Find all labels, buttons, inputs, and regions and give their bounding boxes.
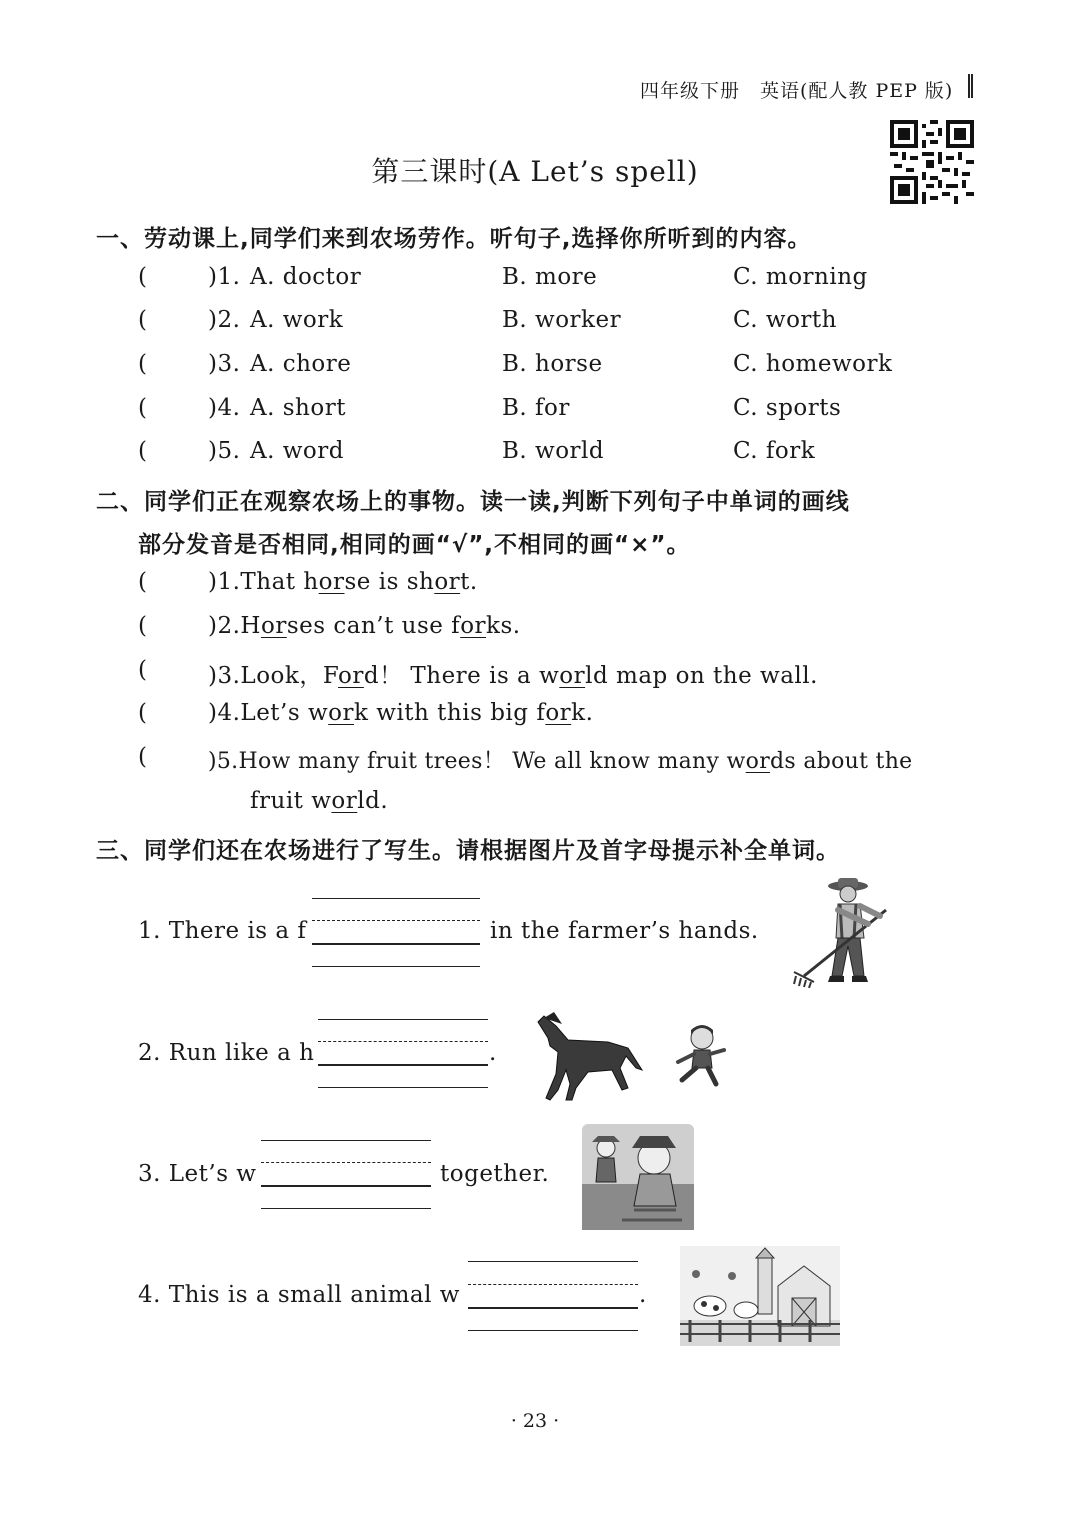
- text: Look，F: [240, 663, 339, 689]
- section3-title: 三、同学们还在农场进行了写生。请根据图片及首字母提示补全单词。: [96, 838, 840, 864]
- answer-paren-open: (: [138, 569, 148, 595]
- text: d！ There is a w: [363, 663, 560, 689]
- option-b: B. for: [502, 395, 570, 421]
- sentence-2: [208, 613, 521, 639]
- answer-line[interactable]: [312, 943, 480, 945]
- text: k.: [571, 700, 594, 726]
- writing-line-mid: [468, 1284, 638, 1285]
- underlined-letters: or: [434, 569, 461, 595]
- option-a: A. chore: [250, 351, 352, 377]
- item-number: )3.: [208, 351, 241, 377]
- q2-text-before: 2. Run like a h: [138, 1040, 315, 1066]
- q3-text-after: together.: [440, 1161, 550, 1187]
- sentence-5-continued: [250, 788, 388, 814]
- option-b: B. more: [502, 264, 598, 290]
- option-b: B. world: [502, 438, 605, 464]
- item-number: )5.: [208, 749, 239, 774]
- text: Let’s w: [240, 700, 329, 726]
- underlined-letters: or: [338, 663, 364, 689]
- q1-text-before: 1. There is a f: [138, 918, 307, 944]
- answer-line[interactable]: [468, 1307, 638, 1309]
- writing-line-top: [312, 898, 480, 899]
- writing-line-top: [468, 1261, 638, 1262]
- item-number: )2.: [208, 613, 241, 639]
- section2-title-line1: 二、同学们正在观察农场上的事物。读一读,判断下列句子中单词的画线: [96, 489, 850, 515]
- item-number: )3.: [208, 663, 241, 689]
- answer-paren-open: (: [138, 613, 148, 639]
- underlined-letters: or: [318, 569, 345, 595]
- writing-line-bottom: [312, 966, 480, 967]
- writing-line-bottom: [318, 1087, 488, 1088]
- option-c: C. worth: [733, 307, 837, 333]
- farm-animals-image: [680, 1246, 840, 1346]
- underlined-letters: or: [331, 788, 358, 814]
- option-a: A. word: [250, 438, 344, 464]
- horse-image: [528, 1008, 648, 1104]
- item-number: )1.: [208, 569, 241, 595]
- answer-paren-open: (: [138, 700, 148, 726]
- answer-paren-open: (: [138, 351, 148, 377]
- underlined-letters: or: [545, 700, 572, 726]
- book-header: 四年级下册 英语(配人教 PEP 版): [640, 80, 954, 102]
- sentence-1: [208, 569, 478, 595]
- answer-paren-open: (: [138, 264, 148, 290]
- farmer-with-rake-image: [790, 876, 906, 988]
- item-number: )5.: [208, 438, 241, 464]
- option-c: C. homework: [733, 351, 893, 377]
- item-number: )1.: [208, 264, 241, 290]
- answer-paren-open: (: [138, 657, 148, 683]
- writing-line-top: [261, 1140, 431, 1141]
- text: H: [240, 613, 261, 639]
- lesson-title: 第三课时(A Let’s spell): [371, 155, 699, 188]
- q1-text-after: in the farmer’s hands.: [490, 918, 759, 944]
- text: se is sh: [344, 569, 435, 595]
- item-number: )4.: [208, 395, 241, 421]
- writing-line-mid: [261, 1162, 431, 1163]
- q2-text-after: .: [489, 1040, 497, 1066]
- answer-paren-open: (: [138, 395, 148, 421]
- text: ld.: [357, 788, 389, 814]
- answer-paren-open: (: [138, 307, 148, 333]
- underlined-letters: or: [260, 613, 287, 639]
- section2-title-line2: 部分发音是否相同,相同的画“√”,不相同的画“×”。: [138, 532, 691, 558]
- text: How many fruit trees！ We all know many w: [238, 749, 746, 774]
- text: k with this big f: [354, 700, 546, 726]
- page-number: · 23 ·: [510, 1410, 560, 1432]
- q4-text-before: 4. This is a small animal w: [138, 1282, 460, 1308]
- text: ld map on the wall.: [585, 663, 818, 689]
- option-c: C. sports: [733, 395, 842, 421]
- writing-line-bottom: [468, 1330, 638, 1331]
- q3-text-before: 3. Let’s w: [138, 1161, 257, 1187]
- text: ds about the: [770, 749, 913, 774]
- sentence-3: [208, 657, 818, 690]
- answer-line[interactable]: [318, 1064, 488, 1066]
- answer-paren-open: (: [138, 438, 148, 464]
- writing-line-mid: [318, 1041, 488, 1042]
- running-boy-image: [668, 1024, 730, 1088]
- writing-line-mid: [312, 920, 480, 921]
- sentence-5: [208, 744, 913, 775]
- item-number: )2.: [208, 307, 241, 333]
- section1-title: 一、劳动课上,同学们来到农场劳作。听句子,选择你所听到的内容。: [96, 226, 812, 252]
- underlined-letters: or: [745, 749, 771, 774]
- underlined-letters: or: [328, 700, 355, 726]
- option-c: C. morning: [733, 264, 868, 290]
- text: fruit w: [250, 788, 332, 814]
- text: ks.: [486, 613, 521, 639]
- option-b: B. horse: [502, 351, 603, 377]
- header-bar-divider: [968, 74, 973, 98]
- children-working-image: [582, 1124, 694, 1230]
- sentence-4: [208, 700, 593, 726]
- underlined-letters: or: [559, 663, 586, 689]
- item-number: )4.: [208, 700, 241, 726]
- text: t.: [460, 569, 478, 595]
- writing-line-top: [318, 1019, 488, 1020]
- answer-line[interactable]: [261, 1185, 431, 1187]
- underlined-letters: or: [460, 613, 487, 639]
- option-c: C. fork: [733, 438, 816, 464]
- q4-text-after: .: [639, 1282, 647, 1308]
- option-a: A. short: [250, 395, 346, 421]
- answer-paren-open: (: [138, 744, 148, 770]
- option-b: B. worker: [502, 307, 622, 333]
- option-a: A. doctor: [250, 264, 362, 290]
- text: That h: [240, 569, 319, 595]
- text: ses can’t use f: [286, 613, 461, 639]
- writing-line-bottom: [261, 1208, 431, 1209]
- option-a: A. work: [250, 307, 344, 333]
